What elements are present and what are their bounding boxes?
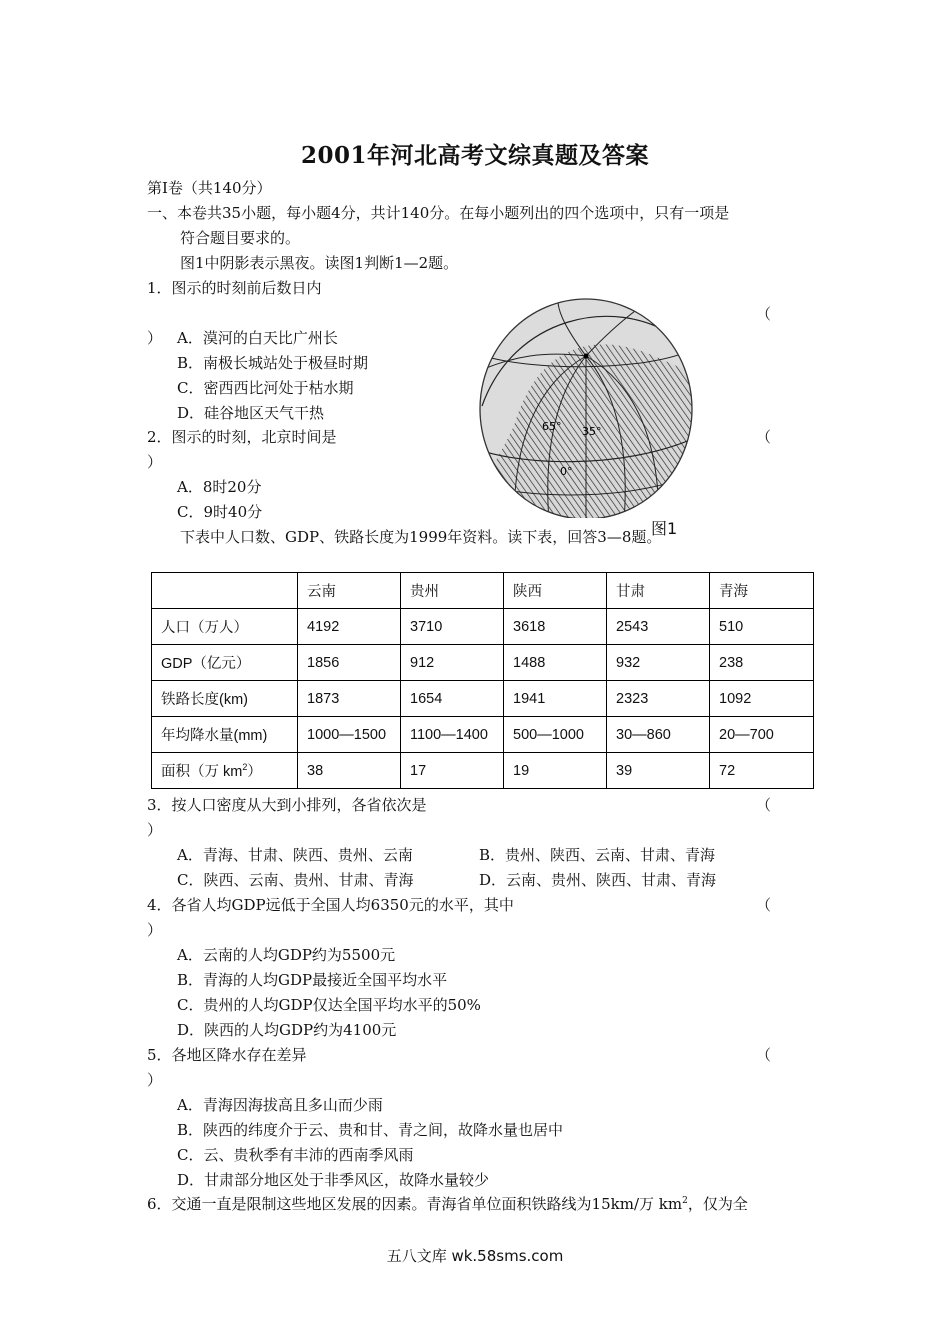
- table-cell: 1856: [298, 645, 401, 681]
- q1-option-a: A．漠河的白天比广州长: [177, 329, 338, 347]
- q6-stem-part-b: ，仅为全: [687, 1195, 748, 1213]
- table-intro: 下表中人口数、GDP、铁路长度为1999年资料。读下表，回答3—8题。: [180, 528, 662, 546]
- q5-bracket-open: （: [756, 1046, 772, 1064]
- table-cell: 38: [298, 753, 401, 789]
- q4-stem: 4．各省人均GDP远低于全国人均6350元的水平，其中: [147, 896, 514, 914]
- q6-stem: [147, 1194, 748, 1214]
- q2-stem: 2．图示的时刻，北京时间是: [147, 428, 337, 446]
- table-cell: 2543: [607, 609, 710, 645]
- table-header-row: [152, 573, 814, 609]
- table-cell: 20—700: [710, 717, 814, 753]
- area-label-text: 面积（万 km: [161, 764, 243, 780]
- lat-65-label: 65°: [542, 420, 562, 433]
- section-header: 第Ⅰ卷（共140分）: [147, 179, 272, 197]
- figure-note: 图1中阴影表示黑夜。读图1判断1—2题。: [180, 254, 459, 272]
- intro-line-1: 一、本卷共35小题，每小题4分，共计140分。在每小题列出的四个选项中，只有一项是: [147, 204, 730, 222]
- table-cell: 238: [710, 645, 814, 681]
- table-cell: 1873: [298, 681, 401, 717]
- q3-option-a: A．青海、甘肃、陕西、贵州、云南: [177, 846, 413, 864]
- table-cell: 1941: [504, 681, 607, 717]
- globe-illustration: [474, 296, 694, 518]
- table-cell: 2323: [607, 681, 710, 717]
- table-cell: 510: [710, 609, 814, 645]
- table-cell: 912: [401, 645, 504, 681]
- q3-option-d: D．云南、贵州、陕西、甘肃、青海: [479, 871, 717, 889]
- q2-option-a: A．8时20分: [177, 478, 262, 496]
- footer-watermark: 五八文库 wk.58sms.com: [386, 1247, 564, 1265]
- q5-option-c: C．云、贵秋季有丰沛的西南季风雨: [177, 1146, 414, 1164]
- table-cell: 72: [710, 753, 814, 789]
- table-header-cell: 云南: [298, 573, 401, 609]
- q5-option-a: A．青海因海拔高且多山而少雨: [177, 1096, 383, 1114]
- table-header-cell: 贵州: [401, 573, 504, 609]
- table-header-cell: 甘肃: [607, 573, 710, 609]
- q5-option-b: B．陕西的纬度介于云、贵和甘、青之间，故降水量也居中: [177, 1121, 564, 1139]
- q4-option-d: D．陕西的人均GDP约为4100元: [177, 1021, 397, 1039]
- q5-stem: 5．各地区降水存在差异: [147, 1046, 307, 1064]
- table-header-cell: 陕西: [504, 573, 607, 609]
- table-cell: 500—1000: [504, 717, 607, 753]
- intro-line-2: 符合题目要求的。: [180, 229, 301, 247]
- table-row: [152, 717, 814, 753]
- table-cell: 39: [607, 753, 710, 789]
- province-data-table: [151, 572, 814, 789]
- table-cell: 4192: [298, 609, 401, 645]
- table-cell: 19: [504, 753, 607, 789]
- q1-option-c: C．密西西比河处于枯水期: [177, 379, 354, 397]
- figure-1-globe: [474, 296, 694, 518]
- table-cell: 1000—1500: [298, 717, 401, 753]
- q4-option-b: B．青海的人均GDP最接近全国平均水平: [177, 971, 448, 989]
- table-cell: 932: [607, 645, 710, 681]
- area-label-close: ）: [247, 764, 262, 780]
- q3-stem: 3．按人口密度从大到小排列，各省依次是: [147, 796, 427, 814]
- table-cell: 3710: [401, 609, 504, 645]
- q2-bracket-close: ）: [147, 453, 163, 471]
- table-cell: 铁路长度(km): [152, 681, 298, 717]
- table-cell: 1488: [504, 645, 607, 681]
- q4-option-a: A．云南的人均GDP约为5500元: [177, 946, 396, 964]
- q2-option-c: C．9时40分: [177, 503, 263, 521]
- q1-bracket-open: （: [756, 305, 772, 323]
- q5-option-d: D．甘肃部分地区处于非季风区，故降水量较少: [177, 1171, 490, 1189]
- q3-option-b: B．贵州、陕西、云南、甘肃、青海: [479, 846, 716, 864]
- table-cell: 30—860: [607, 717, 710, 753]
- q5-bracket-close: ）: [147, 1071, 163, 1089]
- table-cell: 1654: [401, 681, 504, 717]
- area-label-sup: 2: [242, 762, 248, 773]
- q1-option-d: D．硅谷地区天气干热: [177, 404, 325, 422]
- table-row: [152, 609, 814, 645]
- q3-bracket-open: （: [756, 796, 772, 814]
- q6-stem-sup: 2: [682, 1196, 688, 1206]
- table-header-cell: [152, 573, 298, 609]
- table-cell: 1100—1400: [401, 717, 504, 753]
- q1-stem: 1．图示的时刻前后数日内: [147, 279, 322, 297]
- q6-stem-part-a: 6．交通一直是限制这些地区发展的因素。青海省单位面积铁路线为15km/万 km: [147, 1195, 683, 1213]
- page-title: 2001年河北高考文综真题及答案: [300, 142, 649, 169]
- lat-35-label: 35°: [582, 425, 602, 438]
- q2-bracket-open: （: [756, 428, 772, 446]
- q3-bracket-close: ）: [147, 821, 163, 839]
- table-row: [152, 645, 814, 681]
- table-row: [152, 681, 814, 717]
- figure-1-caption: 图1: [651, 519, 678, 538]
- table-cell: 年均降水量(mm): [152, 717, 298, 753]
- table-cell: 3618: [504, 609, 607, 645]
- table-cell: 人口（万人）: [152, 609, 298, 645]
- table-cell-area-label: [152, 753, 298, 789]
- q4-bracket-open: （: [756, 896, 772, 914]
- table-cell: GDP（亿元）: [152, 645, 298, 681]
- q4-option-c: C．贵州的人均GDP仅达全国平均水平的50%: [177, 996, 481, 1014]
- table-header-cell: 青海: [710, 573, 814, 609]
- lat-0-label: 0°: [560, 465, 573, 478]
- q1-option-b: B．南极长城站处于极昼时期: [177, 354, 369, 372]
- table-row: [152, 753, 814, 789]
- q4-bracket-close: ）: [147, 921, 163, 939]
- q3-option-c: C．陕西、云南、贵州、甘肃、青海: [177, 871, 414, 889]
- table-cell: 1092: [710, 681, 814, 717]
- q1-bracket-close: ）: [147, 329, 163, 347]
- table-cell: 17: [401, 753, 504, 789]
